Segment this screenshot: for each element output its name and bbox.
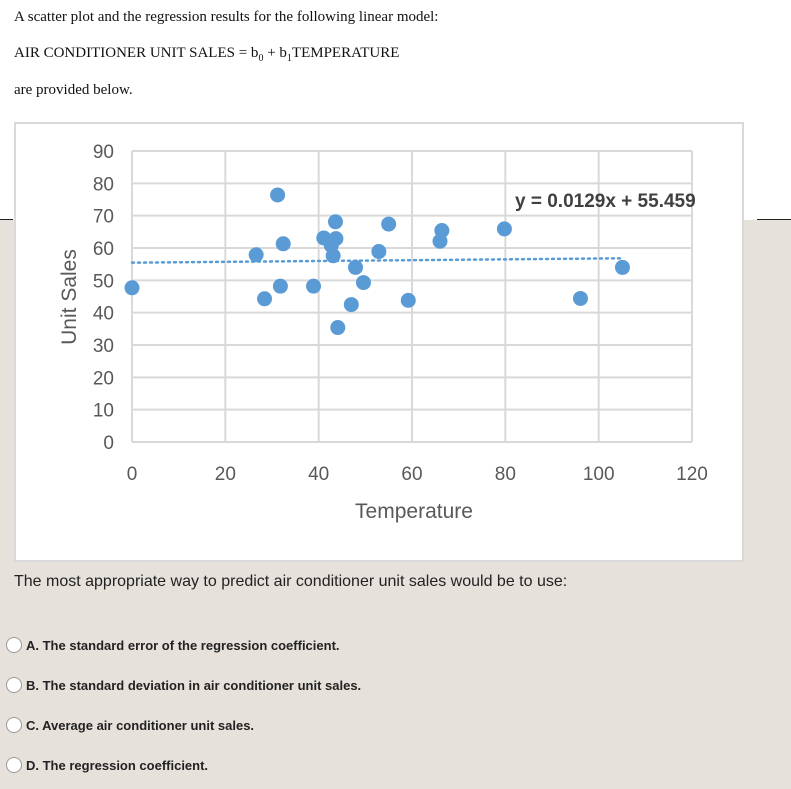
y-tick-label: 50 — [92, 271, 114, 293]
data-point — [257, 291, 272, 306]
data-point — [306, 279, 321, 294]
data-point — [249, 247, 264, 262]
y-tick-label: 10 — [92, 400, 114, 422]
data-point — [276, 236, 291, 251]
data-point — [273, 279, 288, 294]
data-point — [344, 297, 359, 312]
data-point — [328, 214, 343, 229]
data-point — [371, 244, 386, 259]
x-tick-label: 80 — [494, 464, 516, 485]
option-c[interactable] — [6, 717, 254, 733]
intro-text-2: are provided below. — [14, 82, 133, 98]
y-tick-label: 80 — [92, 174, 114, 196]
data-point — [497, 221, 512, 236]
y-tick-label: 40 — [92, 303, 114, 325]
radio-button[interactable] — [6, 717, 22, 733]
y-tick-label: 20 — [92, 368, 114, 390]
trendline-equation: y = 0.0129x + 55.459 — [515, 191, 696, 212]
y-tick-label: 0 — [103, 433, 114, 454]
y-tick-label: 60 — [92, 239, 114, 260]
scatter-chart — [14, 122, 744, 562]
intro-text: A scatter plot and the regression results for the following linear model: — [14, 9, 439, 25]
data-point — [401, 293, 416, 308]
divider — [757, 219, 791, 220]
x-tick-label: 20 — [214, 464, 236, 485]
x-tick-label: 60 — [401, 464, 423, 485]
data-point — [381, 217, 396, 232]
y-axis-label: Unit Sales — [58, 249, 81, 345]
radio-button[interactable] — [6, 677, 22, 693]
data-point — [326, 248, 341, 263]
trendline — [132, 258, 622, 262]
x-tick-label: 40 — [308, 464, 330, 485]
data-point — [573, 291, 588, 306]
option-b[interactable] — [6, 677, 361, 693]
model-rhs: TEMPERATURE — [291, 45, 400, 61]
option-d[interactable] — [6, 757, 208, 773]
model-plus: + b — [263, 45, 287, 61]
subscript-1: 1 — [286, 53, 292, 64]
data-point — [270, 187, 285, 202]
option-label: A. The standard error of the regression coefficient. — [26, 637, 340, 653]
data-point — [125, 280, 140, 295]
option-label: B. The standard deviation in air conditioner unit sales. — [26, 677, 362, 693]
model-equation — [14, 45, 399, 64]
y-tick-label: 70 — [92, 206, 114, 228]
y-tick-label: 90 — [92, 142, 114, 163]
x-tick-label: 120 — [676, 464, 708, 485]
radio-button[interactable] — [6, 757, 22, 773]
x-axis-label: Temperature — [355, 500, 473, 523]
x-tick-label: 0 — [126, 464, 138, 485]
data-point — [433, 234, 448, 249]
divider — [0, 219, 13, 220]
question-text: The most appropriate way to predict air conditioner unit sales would be to use: — [14, 573, 568, 590]
data-point — [330, 320, 345, 335]
subscript-0: 0 — [258, 53, 264, 64]
model-lhs: AIR CONDITIONER UNIT SALES = b — [14, 45, 259, 61]
data-point — [356, 275, 371, 290]
trendline-line — [132, 258, 622, 262]
data-point — [615, 260, 630, 275]
option-label: C. Average air conditioner unit sales. — [26, 717, 255, 733]
x-tick-label: 100 — [582, 464, 615, 485]
option-a[interactable] — [6, 637, 340, 653]
option-label: D. The regression coefficient. — [26, 757, 209, 773]
y-tick-label: 30 — [92, 336, 114, 357]
chart-svg — [16, 124, 742, 560]
data-point — [348, 260, 363, 275]
radio-button[interactable] — [6, 637, 22, 653]
